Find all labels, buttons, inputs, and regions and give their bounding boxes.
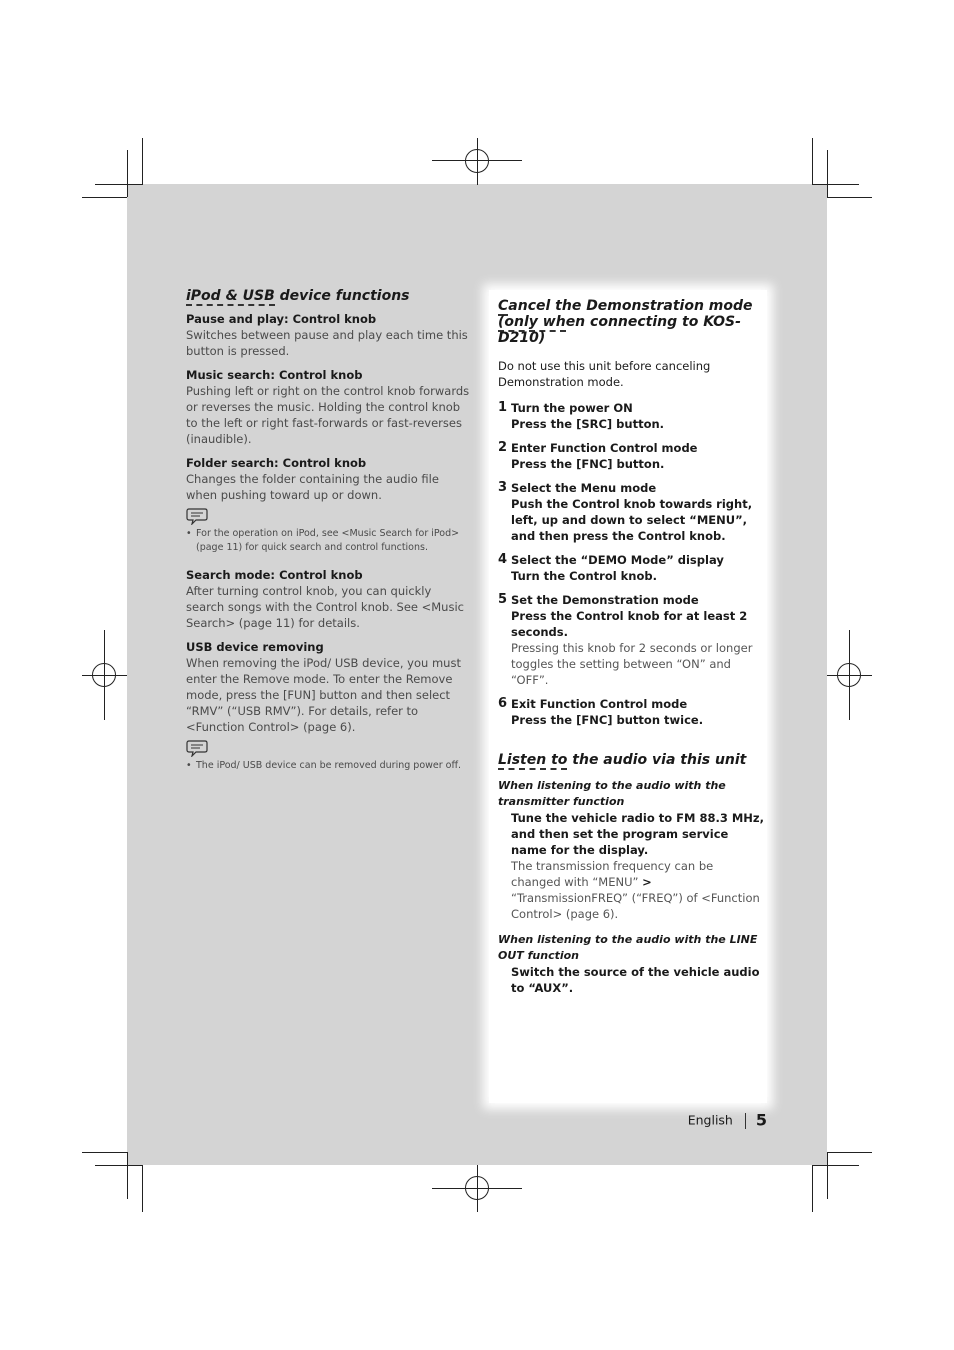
page-number: 5 bbox=[755, 1110, 767, 1130]
item-search-mode: Search mode: Control knob After turning control knob, you can quickly search songs with the Control knob. See <Music Search> (page 11) for details. bbox=[186, 568, 464, 630]
footer-divider bbox=[745, 1113, 746, 1129]
note-icon bbox=[186, 507, 208, 525]
section-title-cancel-demo: Cancel the Demonstration mode (only when connecting to KOS-D210) bbox=[498, 298, 753, 346]
item-folder-search: Folder search: Control knob Changes the folder containing the audio file when pushing toward up or down. bbox=[186, 456, 439, 502]
demo-steps bbox=[498, 400, 766, 728]
transmitter-block: When listening to the audio with the transmitter function Tune the vehicle radio to FM 88.3 MHz, and then set the program service name for the display. The transmission frequency can be changed with “MENU” > “TransmissionFREQ” (“FREQ”) of <Function Control> (page 6). bbox=[498, 779, 764, 921]
note-remove-power-off: • The iPod/ USB device can be removed during power off. bbox=[186, 759, 471, 773]
step-6: 6 Exit Function Control mode Press the [FNC] button twice. bbox=[498, 696, 704, 727]
demo-intro: Do not use this unit before canceling Demonstration mode. bbox=[498, 359, 711, 389]
lineout-block: When listening to the audio with the LINE OUT function Switch the source of the vehicle audio to “AUX”. bbox=[498, 933, 760, 995]
section-title-listen: Listen to the audio via this unit bbox=[498, 752, 747, 768]
step-1: 1 Turn the power ON Press the [SRC] button. bbox=[498, 400, 665, 431]
page-footer bbox=[688, 1110, 767, 1131]
step-5: 5 Set the Demonstration mode Press the Control knob for at least 2 seconds. Pressing this knob for 2 seconds or longer toggles the setting between “ON” and “OFF”. bbox=[498, 592, 753, 687]
step-4: 4 Select the “DEMO Mode” display Turn the Control knob. bbox=[498, 552, 724, 583]
ipod-usb-functions-section bbox=[186, 288, 471, 773]
item-music-search: Music search: Control knob Pushing left or right on the control knob forwards or reverses the music. Holding the control knob to the left or right fast-forwards or fast-reverses (inaudible). bbox=[186, 368, 470, 446]
note-icon bbox=[186, 739, 208, 757]
item-usb-removing: USB device removing When removing the iPod/ USB device, you must enter the Remove mode. To enter the Remove mode, press the [FUN] button and then select “RMV” (“USB RMV”). For details, refer to <Function Control> (page 6). bbox=[186, 640, 461, 734]
item-pause-play: Pause and play: Control knob Switches between pause and play each time this button is pressed. bbox=[186, 312, 468, 358]
note-music-search-ipod: • For the operation on iPod, see <Music Search for iPod> (page 11) for quick search and control functions. bbox=[186, 527, 471, 555]
step-3: 3 Select the Menu mode Push the Control knob towards right, left, up and down to select “MENU”, and then press the Control knob. bbox=[498, 480, 753, 543]
demo-and-listen-section bbox=[498, 298, 766, 996]
section-title-ipod-usb: iPod & USB device functions bbox=[186, 288, 410, 304]
arrow-icon: > bbox=[642, 875, 652, 889]
step-2: 2 Enter Function Control mode Press the [FNC] button. bbox=[498, 440, 698, 471]
footer-language: English bbox=[687, 1112, 733, 1128]
